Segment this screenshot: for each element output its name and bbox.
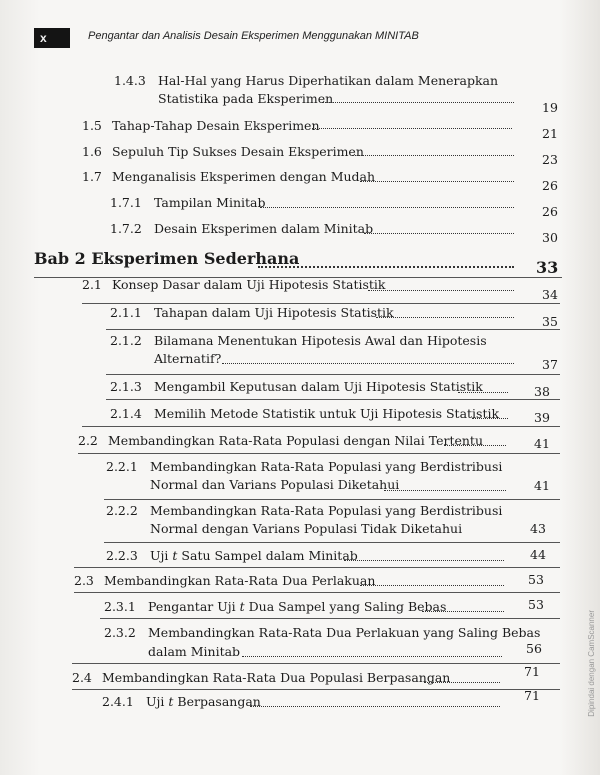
toc-title: Membandingkan Rata-Rata Populasi yang Berdistribusi [150,503,503,518]
toc-number: 1.7.2 [110,221,142,236]
section-divider [104,542,560,543]
toc-page: 44 [530,547,546,562]
toc-number: 2.3 [74,573,94,588]
toc-page: 43 [530,521,546,536]
toc-leader [312,128,512,129]
section-divider [74,567,560,568]
scanner-watermark: Dipindai dengan CamScanner [587,610,596,717]
toc-page: 34 [542,287,558,302]
toc-title: Menganalisis Eksperimen dengan Mudah [112,169,376,184]
toc-title: Membandingkan Rata-Rata Dua Populasi Berpasangan [102,670,451,685]
toc-title-cont: dalam Minitab [148,644,241,659]
toc-number: 2.2.1 [106,459,138,474]
toc-page: 30 [542,230,558,245]
chapter-page: 33 [536,258,559,277]
toc-leader [384,490,506,491]
section-divider [72,689,560,690]
toc-page: 37 [542,357,558,372]
section-divider [72,663,560,664]
toc-page: 35 [542,314,558,329]
toc-title: Tahap-Tahap Desain Eksperimen [112,118,320,133]
toc-number: 2.1.2 [110,333,142,348]
toc-leader [222,363,514,364]
toc-title: Membandingkan Rata-Rata Populasi dengan Nilai Tertentu [108,433,483,448]
toc-number: 2.3.2 [104,625,136,640]
toc-leader [364,233,514,234]
toc-title: Membandingkan Rata-Rata Populasi yang Berdistribusi [150,459,503,474]
toc-title: Uji t Berpasangan [146,694,261,709]
toc-leader [360,181,514,182]
toc-number: 2.4.1 [102,694,134,709]
toc-number: 1.5 [82,118,102,133]
toc-page: 56 [526,641,542,656]
toc-leader [260,207,514,208]
section-divider [82,426,560,427]
toc-page: 53 [528,597,544,612]
page-number: x [34,28,70,48]
toc-number: 2.2.2 [106,503,138,518]
toc-title: Konsep Dasar dalam Uji Hipotesis Statistik [112,277,386,292]
toc-page: 19 [542,100,558,115]
section-divider [74,592,560,593]
toc-number: 1.7 [82,169,102,184]
toc-number: 2.1.1 [110,305,142,320]
toc-leader [352,155,514,156]
toc-leader [376,317,514,318]
toc-title: Bilamana Menentukan Hipotesis Awal dan Hipotesis [154,333,487,348]
toc-title-cont: Normal dengan Varians Populasi Tidak Diketahui [150,521,463,536]
toc-number: 2.1.3 [110,379,142,394]
toc-title: Membandingkan Rata-Rata Dua Perlakuan [104,573,376,588]
toc-leader [360,585,504,586]
toc-leader [250,706,500,707]
section-divider [106,329,560,330]
section-divider [104,499,560,500]
toc-title: Tahapan dalam Uji Hipotesis Statistik [154,305,394,320]
toc-title: Hal-Hal yang Harus Diperhatikan dalam Menerapkan [158,73,499,88]
toc-page: 41 [534,436,550,451]
toc-number: 2.2 [78,433,98,448]
section-divider [100,618,560,619]
toc-leader [368,290,514,291]
toc-title: Membandingkan Rata-Rata Dua Perlakuan yang Saling Bebas [148,625,541,640]
toc-page: 26 [542,178,558,193]
toc-title: Sepuluh Tip Sukses Desain Eksperimen [112,144,364,159]
toc-number: 2.3.1 [104,599,136,614]
toc-page: 71 [524,664,540,679]
toc-leader [424,682,500,683]
toc-leader [472,418,508,419]
toc-title-cont: Alternatif? [154,351,222,366]
toc-page: 41 [534,478,550,493]
toc-title-cont: Statistika pada Eksperimen [158,91,334,106]
section-divider [106,399,560,400]
toc-title-cont: Normal dan Varians Populasi Diketahui [150,477,400,492]
toc-page: 71 [524,688,540,703]
toc-number: 1.6 [82,144,102,159]
toc-leader [444,445,506,446]
toc-leader [322,102,514,103]
toc-number: 2.4 [72,670,92,685]
toc-page: 23 [542,152,558,167]
running-title: Pengantar dan Analisis Desain Eksperimen Menggunakan MINITAB [88,30,419,42]
toc-page: 21 [542,126,558,141]
toc-title: Memilih Metode Statistik untuk Uji Hipotesis Statistik [154,406,500,421]
toc-number: 1.7.1 [110,195,142,210]
toc-leader [344,560,504,561]
chapter-title: Bab 2 Eksperimen Sederhana [34,249,300,268]
toc-leader [258,266,514,268]
toc-number: 2.1 [82,277,102,292]
section-divider [106,374,560,375]
toc-number: 2.1.4 [110,406,142,421]
toc-leader [422,611,504,612]
toc-title: Tampilan Minitab [154,195,266,210]
toc-page: 38 [534,384,550,399]
toc-title: Uji t Satu Sampel dalam Minitab [150,548,358,563]
toc-page: 26 [542,204,558,219]
toc-page: 53 [528,572,544,587]
toc-page: 39 [534,410,550,425]
toc-title: Desain Eksperimen dalam Minitab [154,221,374,236]
toc-title: Mengambil Keputusan dalam Uji Hipotesis Statistik [154,379,483,394]
toc-number: 1.4.3 [114,73,146,88]
toc-leader [458,392,508,393]
section-divider [78,453,560,454]
toc-leader [242,656,502,657]
toc-number: 2.2.3 [106,548,138,563]
toc-title: Pengantar Uji t Dua Sampel yang Saling Bebas [148,599,447,614]
